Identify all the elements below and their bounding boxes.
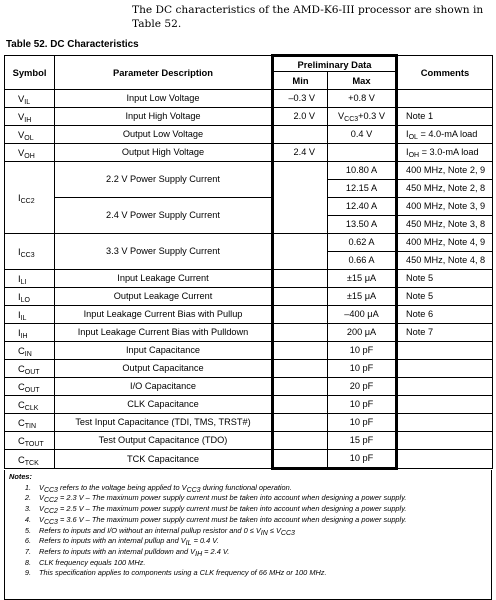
table-row	[5, 432, 493, 450]
symbol-cell	[5, 306, 55, 324]
note-subscript: CC2	[43, 497, 58, 505]
symbol-subscript: TCK	[24, 459, 39, 467]
symbol-cell	[5, 432, 55, 450]
note-item	[9, 568, 487, 579]
note-subscript: IH	[195, 550, 203, 558]
note-subscript: CC3	[43, 518, 58, 526]
symbol-subscript: IL	[20, 315, 27, 322]
parameter-cell: Input High Voltage	[55, 108, 273, 126]
max-cell: 0.62 A	[328, 234, 397, 252]
note-item	[9, 526, 487, 537]
comment-cell	[397, 396, 493, 414]
note-item	[9, 515, 487, 526]
comment-cell: Note 7	[397, 324, 493, 342]
comment-cell-base: I	[406, 129, 409, 139]
symbol-cell	[5, 234, 55, 270]
note-item	[9, 504, 487, 515]
comment-cell	[397, 126, 493, 144]
symbol-text: I	[18, 246, 21, 257]
max-cell-base: V	[338, 111, 345, 121]
symbol-subscript: OH	[24, 153, 35, 160]
max-cell: ±15 μA	[328, 288, 397, 306]
comment-cell: Note 5	[397, 270, 493, 288]
parameter-cell: 2.2 V Power Supply Current	[55, 162, 273, 198]
header-preliminary: Preliminary Data	[273, 56, 397, 72]
symbol-subscript: CC2	[20, 198, 35, 205]
symbol-text: V	[18, 111, 25, 122]
min-cell	[273, 396, 328, 414]
symbol-text: V	[18, 129, 25, 140]
note-subscript: CC2	[43, 508, 58, 516]
min-cell	[273, 126, 328, 144]
max-cell: 15 pF	[328, 432, 397, 450]
symbol-subscript: IH	[20, 333, 28, 340]
symbol-cell	[5, 324, 55, 342]
symbol-cell	[5, 90, 55, 108]
note-text: Refers to inputs with an internal pulldown and $V_{IH} = 2.4$ V.	[39, 546, 230, 558]
table-row	[5, 270, 493, 288]
note-subscript: CC3	[280, 529, 295, 537]
parameter-cell: 2.4 V Power Supply Current	[55, 198, 273, 234]
symbol-subscript: LO	[20, 297, 30, 304]
symbol-subscript: IH	[24, 117, 32, 124]
min-cell	[273, 162, 328, 234]
notes-section	[4, 470, 492, 600]
symbol-text: C	[18, 345, 25, 356]
symbol-text: C	[18, 453, 25, 465]
note-subscript: IN	[260, 529, 268, 537]
comment-cell: Note 1	[397, 108, 493, 126]
comment-cell-tail: = 4.0-mA load	[417, 129, 478, 139]
min-cell	[273, 270, 328, 288]
header-symbol: Symbol	[5, 56, 55, 90]
note-number: 5.	[24, 525, 31, 535]
max-cell: 13.50 A	[328, 216, 397, 234]
notes-heading: Notes:	[9, 472, 32, 481]
symbol-subscript: TIN	[24, 423, 37, 430]
max-cell	[328, 144, 397, 162]
symbol-cell	[5, 360, 55, 378]
symbol-subscript: OUT	[24, 369, 40, 376]
comment-cell: 400 MHz, Note 2, 9	[397, 162, 493, 180]
note-number: 3.	[24, 504, 31, 514]
parameter-cell: Input Low Voltage	[55, 90, 273, 108]
note-subscript: IL	[185, 540, 192, 548]
symbol-cell	[5, 450, 55, 469]
symbol-cell	[5, 270, 55, 288]
note-subscript: CC3	[186, 486, 201, 494]
symbol-cell	[5, 414, 55, 432]
header-row-1	[5, 56, 493, 72]
note-item	[9, 536, 487, 547]
max-cell: 0.66 A	[328, 252, 397, 270]
symbol-text: C	[18, 435, 25, 446]
note-text: Refers to inputs and I/O without an internal pullup resistor and $0 \le V_{IN} \le V_{CC3}$	[39, 525, 295, 537]
max-cell: ±15 μA	[328, 270, 397, 288]
table-row	[5, 162, 493, 180]
max-cell: 10 pF	[328, 342, 397, 360]
max-cell: 200 μA	[328, 324, 397, 342]
symbol-subscript: OL	[24, 135, 34, 142]
parameter-cell: I/O Capacitance	[55, 378, 273, 396]
note-number: 8.	[24, 557, 31, 567]
parameter-cell: Input Capacitance	[55, 342, 273, 360]
table-row	[5, 396, 493, 414]
symbol-text: C	[18, 417, 25, 428]
dc-characteristics-table-wrap	[4, 54, 492, 600]
min-cell: –0.3 V	[273, 90, 328, 108]
table-row	[5, 90, 493, 108]
comment-cell-subscript: OL	[408, 134, 418, 141]
symbol-subscript: IL	[24, 99, 31, 106]
symbol-text: I	[18, 327, 21, 338]
symbol-cell	[5, 162, 55, 234]
symbol-text: C	[18, 381, 25, 392]
symbol-cell	[5, 288, 55, 306]
max-cell: –400 μA	[328, 306, 397, 324]
comment-cell	[397, 432, 493, 450]
symbol-cell	[5, 144, 55, 162]
header-parameter: Parameter Description	[55, 56, 273, 90]
table-row	[5, 324, 493, 342]
symbol-text: V	[18, 147, 25, 158]
parameter-cell: Output Low Voltage	[55, 126, 273, 144]
symbol-subscript: LI	[20, 279, 27, 286]
min-cell	[273, 234, 328, 270]
min-cell	[273, 342, 328, 360]
note-number: 9.	[24, 568, 31, 578]
max-cell: +0.8 V	[328, 90, 397, 108]
parameter-cell: Output Capacitance	[55, 360, 273, 378]
header-comments: Comments	[397, 56, 493, 90]
symbol-text: I	[18, 291, 21, 302]
note-text: $V_{CC3}$ refers to the voltage being applied to $V_{CC3}$ during functional operation.	[39, 482, 292, 494]
comment-cell-subscript: OH	[408, 152, 420, 159]
min-cell	[273, 324, 328, 342]
dc-characteristics-table	[4, 54, 493, 470]
table-row	[5, 360, 493, 378]
max-cell: 12.40 A	[328, 198, 397, 216]
comment-cell: 450 MHz, Note 3, 8	[397, 216, 493, 234]
symbol-text: I	[18, 273, 21, 284]
symbol-subscript: TOUT	[24, 441, 44, 448]
min-cell: 2.0 V	[273, 108, 328, 126]
note-number: 7.	[24, 546, 31, 556]
symbol-subscript: IN	[24, 351, 32, 358]
parameter-cell: 3.3 V Power Supply Current	[55, 234, 273, 270]
table-row	[5, 108, 493, 126]
notes-list	[9, 483, 487, 579]
symbol-cell	[5, 396, 55, 414]
table-row	[5, 144, 493, 162]
comment-cell	[397, 450, 493, 469]
max-cell: 10 pF	[328, 450, 397, 469]
max-cell: 12.15 A	[328, 180, 397, 198]
symbol-cell	[5, 342, 55, 360]
comment-cell: 400 MHz, Note 4, 9	[397, 234, 493, 252]
comment-cell	[397, 342, 493, 360]
table-row	[5, 126, 493, 144]
min-cell: 2.4 V	[273, 144, 328, 162]
header-min: Min	[273, 72, 328, 90]
max-cell: 0.4 V	[328, 126, 397, 144]
note-text: $V_{CC2} = 2.5$ V – The maximum power supply current must be taken into account when designing a power supply.	[39, 504, 407, 516]
parameter-cell: CLK Capacitance	[55, 396, 273, 414]
min-cell	[273, 450, 328, 469]
parameter-cell: TCK Capacitance	[55, 450, 273, 469]
min-cell	[273, 432, 328, 450]
max-cell-subscript: CC3	[344, 116, 359, 123]
symbol-text: V	[18, 93, 25, 104]
table-row	[5, 378, 493, 396]
max-cell: 10 pF	[328, 414, 397, 432]
comment-cell	[397, 360, 493, 378]
parameter-cell: Output Leakage Current	[55, 288, 273, 306]
note-item	[9, 493, 487, 504]
comment-cell: 450 MHz, Note 4, 8	[397, 252, 493, 270]
comment-cell	[397, 378, 493, 396]
parameter-cell: Input Leakage Current Bias with Pulldown	[55, 324, 273, 342]
table-row	[5, 306, 493, 324]
parameter-cell: Test Output Capacitance (TDO)	[55, 432, 273, 450]
note-text: $V_{CC2} = 2.3$ V – The maximum power supply current must be taken into account when designing a power supply.	[39, 493, 407, 505]
table-caption: Table 52. DC Characteristics	[6, 38, 139, 50]
symbol-text: I	[18, 192, 21, 203]
max-cell-tail: +0.3 V	[358, 111, 385, 121]
table-row	[5, 450, 493, 469]
table-row	[5, 414, 493, 432]
table-row	[5, 234, 493, 252]
min-cell	[273, 306, 328, 324]
note-subscript: CC3	[43, 486, 58, 494]
min-cell	[273, 414, 328, 432]
table-row	[5, 198, 493, 216]
note-item	[9, 558, 487, 569]
comment-cell: Note 6	[397, 306, 493, 324]
parameter-cell: Input Leakage Current	[55, 270, 273, 288]
max-cell: 10 pF	[328, 360, 397, 378]
symbol-cell	[5, 378, 55, 396]
symbol-cell	[5, 108, 55, 126]
symbol-text: I	[18, 309, 21, 320]
max-cell: 20 pF	[328, 378, 397, 396]
comment-cell: Note 5	[397, 288, 493, 306]
symbol-subscript: OUT	[24, 387, 40, 394]
symbol-subscript: CC3	[20, 252, 35, 259]
symbol-text: C	[18, 399, 25, 410]
comment-cell-base: I	[406, 147, 409, 157]
symbol-subscript: CLK	[24, 405, 39, 412]
note-item	[9, 547, 487, 558]
max-cell	[328, 108, 397, 126]
note-number: 6.	[24, 536, 31, 546]
symbol-text: C	[18, 363, 25, 374]
symbol-cell	[5, 126, 55, 144]
parameter-cell: Test Input Capacitance (TDI, TMS, TRST#)	[55, 414, 273, 432]
comment-cell: 400 MHz, Note 3, 9	[397, 198, 493, 216]
parameter-cell: Output High Voltage	[55, 144, 273, 162]
max-cell: 10 pF	[328, 396, 397, 414]
min-cell	[273, 378, 328, 396]
note-text: Refers to inputs with an internal pullup and $V_{IL} = 0.4$ V.	[39, 536, 219, 548]
parameter-cell: Input Leakage Current Bias with Pullup	[55, 306, 273, 324]
max-cell: 10.80 A	[328, 162, 397, 180]
table-row	[5, 342, 493, 360]
note-number: 2.	[24, 493, 31, 503]
comment-cell	[397, 90, 493, 108]
note-text: CLK frequency equals 100 MHz.	[39, 557, 146, 567]
comment-cell: 450 MHz, Note 2, 8	[397, 180, 493, 198]
note-item	[9, 483, 487, 494]
intro-paragraph: The DC characteristics of the AMD-K6-III processor are shown in Table 52.	[132, 4, 484, 30]
comment-cell	[397, 414, 493, 432]
note-text: This specification applies to components using a CLK frequency of 66 MHz or 100 MHz.	[39, 568, 327, 578]
comment-cell	[397, 144, 493, 162]
header-max: Max	[328, 72, 397, 90]
note-text: $V_{CC3} = 3.6$ V – The maximum power supply current must be taken into account when designing a power supply.	[39, 514, 407, 526]
comment-cell-tail: = 3.0-mA load	[419, 147, 479, 157]
note-number: 1.	[24, 482, 31, 492]
table-row	[5, 288, 493, 306]
min-cell	[273, 360, 328, 378]
note-number: 4.	[24, 514, 31, 524]
min-cell	[273, 288, 328, 306]
